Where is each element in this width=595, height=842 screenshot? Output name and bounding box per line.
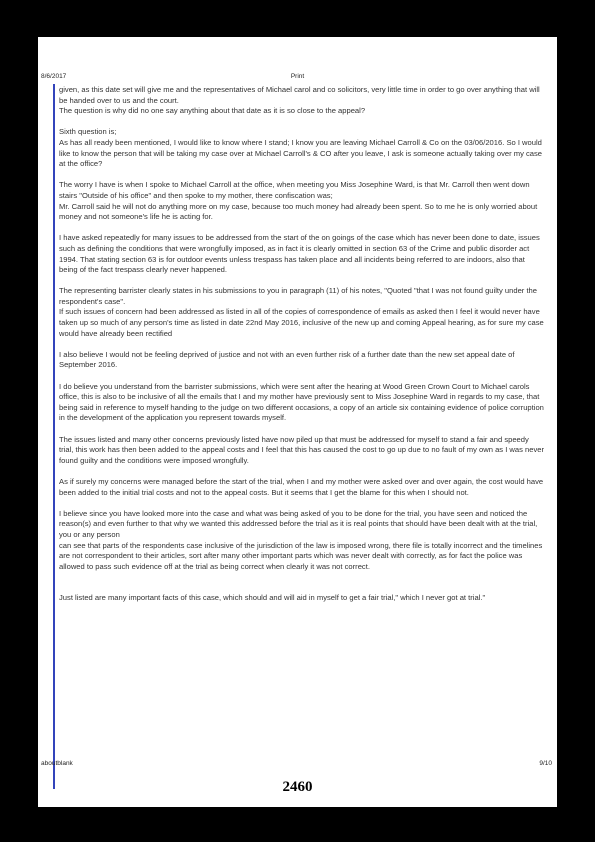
paragraph: I have asked repeatedly for many issues to be addressed from the start of the on goings of the case which has never been done to date, issues such as defining the conditions that were wrongfully imposed, as in fact it is clearly omitted in section 63 of the Crime and public disorder act 1994. That stating section 63 is for outdoor events unless trespass has taken place and all incidents being referred to are indoors, also that being of the fact trespass clearly never happened.: [59, 233, 540, 275]
paragraph: I do believe you understand from the barrister submissions, which were sent after the hearing at Wood Green Crown Court to Michael carols office, this is also to be inclusive of all the emails that I and my mother have previously sent to Miss Josephine Ward in regards to my case, that being said in reference to myself handing to the judge on two different occasions, a copy of an article six containing evidence of police corruption in the development of the application you represent towards myself.: [59, 381, 544, 423]
paragraph: given, as this date set will give me and the representatives of Michael carol and co solicitors, very little time in order to go over anything that will be handed over to us and the court. The question is why did no one say anything about that date as it is so close to the appeal?: [59, 85, 540, 116]
footer-page-count: 9/10: [539, 760, 552, 767]
paragraph: Just listed are many important facts of this case, which should and will aid in myself to get a fair trial," which I never got at trial.": [59, 593, 486, 603]
print-date: 8/6/2017: [41, 73, 67, 80]
quote-bar: [53, 84, 55, 789]
document-page: [38, 37, 557, 807]
paragraph: I also believe I would not be feeling deprived of justice and not with an even further risk of a further date than the new set appeal date of September 2016.: [59, 349, 515, 370]
paragraph: The issues listed and many other concerns previously listed have now piled up that must be addressed for myself to stand a fair and speedy trial, this work has then been added to the appeal costs and I feel that this has caused the cost to go up due to no fault of my own as I was never found guilty and the conditions were imposed wrongfully.: [59, 434, 545, 465]
paragraph: As if surely my concerns were managed before the start of the trial, when I and my mother were asked over and over again, the cost would have been added to the initial trial costs and not to the appeal costs. But it seems that I get the blame for this when I should not.: [59, 476, 544, 497]
paragraph: The representing barrister clearly states in his submissions to you in paragraph (11) of his notes, "Quoted "that I was not found guilty under the respondent's case". If such issues of concern had been addressed as listed in all of the copies of correspondence of emails as asked then I feel it would never have taken up so much of any person's time as listed in date 22nd May 2016, inclusive of the new up and coming Appeal hearing, as for sure my case would have already been rectified: [59, 286, 544, 338]
paragraph: Sixth question is; As has all ready been mentioned, I would like to know where I stand; I know you are leaving Michael Carroll & Co on the 03/06/2016. So I would like to know the person that will be taking my case over at Michael Carroll's & CO after you leave, I ask is someone actually taking over my case at the office?: [59, 127, 543, 169]
paragraph: The worry I have is when I spoke to Michael Carroll at the office, when meeting you Miss Josephine Ward, is that Mr. Carroll then went down stairs "Outside of his office" and then spoke to my mother, there confiscation was; Mr. Carroll said he will not do anything more on my case, because too much money had already been spent. So to me he is only worried about money and not someone's life he is acting for.: [59, 180, 538, 222]
paragraph: I believe since you have looked more into the case and what was being asked of you to be done for the trial, you have seen and noticed the reason(s) and even further to that why we wanted this addressed before the trial as it is real points that should have been dealt with at the trial, you or any person can see that parts of the respondents case inclusive of the jurisdiction of the law is imposed wrong, there file is totally incorrect and the timelines are not correspondent to their articles, sort after many other important parts which was never dealt with correctly, as for fact the police was allowed to pass such evidence off at the trial as being correct when clearly it was not correct.: [59, 508, 543, 571]
letter-body: [59, 85, 545, 615]
print-title: Print: [290, 73, 305, 80]
footer-url: aboutblank: [41, 760, 73, 767]
page-number-stamp: 2460: [282, 779, 313, 795]
